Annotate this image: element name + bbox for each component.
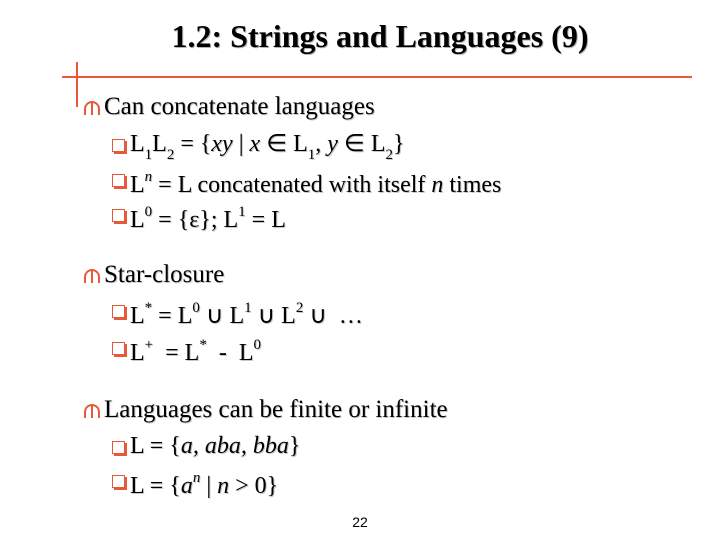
bullet-star-closure-text: Star-closure (104, 261, 225, 288)
bullet-finite-infinite (104, 395, 448, 425)
bullet-icon (84, 101, 100, 115)
sub-item-text: $L^* = L^0$ ∪ $L^1$ ∪ $L^2$ ∪ … (130, 300, 363, 329)
sub-item-plus (130, 333, 261, 367)
page-number: 22 (352, 514, 368, 530)
sub-bullet-icon (112, 139, 125, 152)
sub-item-text: $L = \{a^n$ | n > 0} (130, 470, 279, 499)
sub-item-concat-def (130, 130, 405, 167)
sub-item-power-base (130, 200, 286, 234)
title-rule-vertical (76, 62, 78, 107)
sub-bullet-icon (112, 342, 125, 355)
sub-item-power-n (130, 165, 501, 199)
slide-title: 1.2: Strings and Languages (9) (171, 18, 589, 54)
sub-item-text: $L^0 = \{\varepsilon\}$; $L^1 = L$ (130, 204, 286, 233)
bullet-finite-infinite-text: Languages can be finite or infinite (104, 396, 448, 423)
bullet-concatenate-text: Can concatenate languages (104, 93, 375, 120)
sub-bullet-icon (112, 209, 125, 222)
sub-bullet-icon (112, 305, 125, 318)
bullet-icon (84, 404, 100, 418)
sub-bullet-icon (112, 174, 125, 187)
sub-bullet-icon (112, 441, 125, 454)
bullet-star-closure (104, 260, 224, 290)
sub-item-text: $L^+ = L^* - L^0$ (130, 337, 261, 366)
bullet-icon (84, 269, 100, 283)
sub-item-finite-example (130, 432, 300, 460)
sub-item-text: $L^n = L$ concatenated with itself n times (130, 169, 502, 198)
title-rule-horizontal (62, 76, 692, 78)
sub-item-infinite-example (130, 466, 278, 500)
sub-item-star (130, 296, 363, 330)
sub-item-text: L = {a, aba, bba} (130, 433, 301, 459)
sub-item-text: $L_1L_2 = \{xy$ | x ∈ $L_1$, y ∈ $L_2$} (130, 131, 405, 163)
sub-bullet-icon (112, 475, 125, 488)
bullet-concatenate (104, 92, 375, 122)
